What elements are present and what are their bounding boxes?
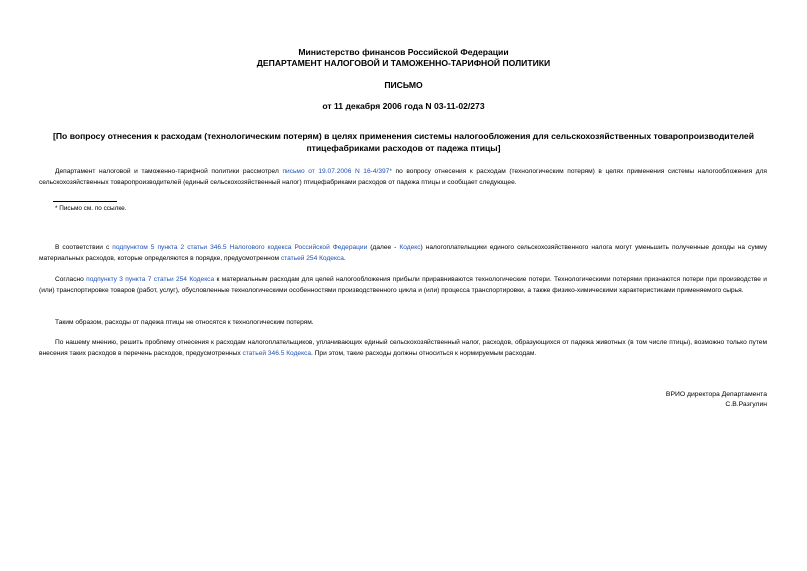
signature-name: С.В.Разгулин bbox=[725, 401, 767, 408]
department-name: ДЕПАРТАМЕНТ НАЛОГОВОЙ И ТАМОЖЕННО-ТАРИФНОЙ ПОЛИТИКИ bbox=[256, 58, 551, 68]
link-article-254[interactable]: статьей 254 Кодекса bbox=[280, 254, 344, 262]
paragraph-2-text-d: . bbox=[343, 254, 346, 262]
link-code[interactable]: Кодекс bbox=[399, 244, 421, 251]
paragraph-1-text-a: Департамент налоговой и таможенно-тарифной политики рассмотрел bbox=[55, 168, 283, 175]
document-title: [По вопросу отнесения к расходам (технологическим потерям) в целях применения системы налогообложения для сельскохозяйственных товаропроизводителей птицефабриками расходов от падежа птицы] bbox=[53, 131, 754, 153]
paragraph-3-text-b: к материальным расходам для целей налогообложения прибыли приравниваются технологические потери. Технологическими потерями признаются потери при производстве и (или) транспортировке товаров (работ, услуг), обусловленные технологическими особенностями производственного цикла и (или) процесса транспортировки, а также физико-химическими характеристиками применяемого сырья. bbox=[39, 276, 767, 294]
paragraph-4: Таким образом, расходы от падежа птицы не относятся к технологическим потерям. bbox=[55, 319, 314, 326]
paragraph-1 bbox=[39, 167, 767, 188]
paragraph-2-text-b: (далее - bbox=[367, 244, 400, 251]
document-type: ПИСЬМО bbox=[384, 80, 423, 90]
link-letter-19-07-2006[interactable]: письмо от 19.07.2006 N 16-4/397* bbox=[282, 168, 392, 175]
paragraph-5-text-a: По нашему мнению, решить проблему отнесения к расходам налогоплательщиков, уплачивающих единый сельскохозяйственный налог, расходов, образующихся от падежа животных (в том числе птицы), возможно только путем внесения таких расходов в перечень расходов, предусмотренных bbox=[39, 339, 767, 357]
paragraph-2 bbox=[39, 243, 767, 264]
signature-position: ВРИО директора Департамента bbox=[665, 391, 767, 398]
footnote: * Письмо см. по ссылке. bbox=[55, 205, 127, 212]
link-article-254-item-7[interactable]: подпункту 3 пункта 7 статьи 254 Кодекса bbox=[86, 276, 215, 283]
paragraph-5 bbox=[39, 338, 767, 359]
link-article-346-5-code[interactable]: статьей 346.5 Кодекса bbox=[242, 349, 312, 357]
ministry-name: Министерство финансов Российской Федерации bbox=[298, 47, 509, 57]
paragraph-1-text-b: по вопросу отнесения к расходам (технологическим потерям) в целях применения системы налогообложения для сельскохозяйственных товаропроизводителей (единый сельскохозяйственный налог) птицефабриками расходов от падежа птицы и сообщает следующее. bbox=[39, 168, 767, 186]
paragraph-3 bbox=[39, 275, 767, 296]
footnote-divider bbox=[53, 201, 117, 202]
paragraph-2-text-a: В соответствии с bbox=[55, 244, 113, 251]
paragraph-5-text-b: . При этом, такие расходы должны относиться к нормируемым расходам. bbox=[311, 349, 537, 357]
link-article-346-5-tax-code[interactable]: подпунктом 5 пункта 2 статьи 346.5 Налогового кодекса Российской Федерации bbox=[112, 244, 368, 251]
paragraph-3-text-a: Согласно bbox=[55, 276, 87, 283]
paragraph-2-text-c: ) налогоплательщики единого сельскохозяйственного налога могут уменьшить полученные доходы на сумму материальных расходов, которые определяются в порядке, предусмотренном bbox=[39, 244, 768, 262]
document-date-number: от 11 декабря 2006 года N 03-11-02/273 bbox=[322, 101, 485, 111]
